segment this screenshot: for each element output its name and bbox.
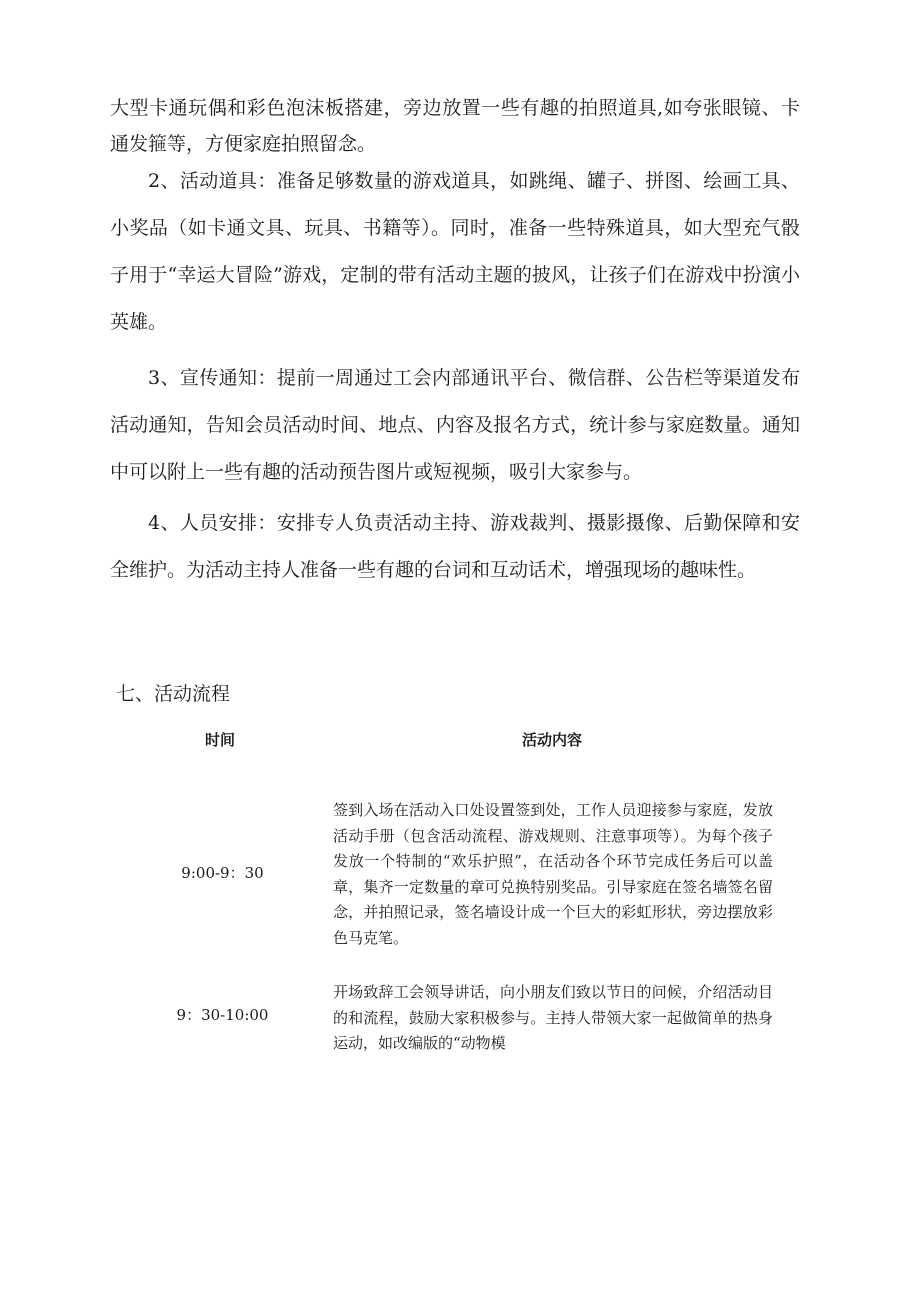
paragraph-props: 2、活动道具：准备足够数量的游戏道具，如跳绳、罐子、拼图、绘画工具、小奖品（如卡通文具、玩具、书籍等）。同时，准备一些特殊道具，如大型充气骰子用于“幸运大冒险”游戏，定制的带有活动主题的披风，让孩子们在游戏中扮演小英雄。 xyxy=(110,170,800,333)
table-row-content: 开场致辞工会领导讲话，向小朋友们致以节日的问候，介绍活动目的和流程，鼓励大家积极参与。主持人带领大家一起做简单的热身运动，如改编版的“动物模 xyxy=(333,983,773,1052)
paragraph-publicity: 3、宣传通知：提前一周通过工会内部通讯平台、微信群、公告栏等渠道发布活动通知，告知会员活动时间、地点、内容及报名方式，统计参与家庭数量。通知中可以附上一些有趣的活动预告图片或短视频，吸引大家参与。 xyxy=(110,367,800,483)
section-title: 七、活动流程 xyxy=(116,683,231,705)
paragraph-staffing: 4、人员安排：安排专人负责活动主持、游戏裁判、摄影摄像、后勤保障和安全维护。为活动主持人准备一些有趣的台词和互动话术，增强现场的趣味性。 xyxy=(110,512,800,581)
table-header-time: 时间 xyxy=(205,731,236,749)
table-header-content: 活动内容 xyxy=(522,731,583,749)
paragraph-continued: 大型卡通玩偶和彩色泡沫板搭建，旁边放置一些有趣的拍照道具,如夸张眼镜、卡通发箍等，方便家庭拍照留念。 xyxy=(110,97,800,155)
table-row-content: 签到入场在活动入口处设置签到处，工作人员迎接参与家庭，发放活动手册（包含活动流程、游戏规则、注意事项等）。为每个孩子发放一个特制的“欢乐护照”，在活动各个环节完成任务后可以盖章，集齐一定数量的章可兑换特别奖品。引导家庭在签名墙签名留念，并拍照记录，签名墙设计成一个巨大的彩虹形状，旁边摆放彩色马克笔。 xyxy=(333,801,773,947)
table-row-time: 9:00-9：30 xyxy=(181,864,264,882)
table-row-time: 9：30-10:00 xyxy=(176,1006,269,1024)
